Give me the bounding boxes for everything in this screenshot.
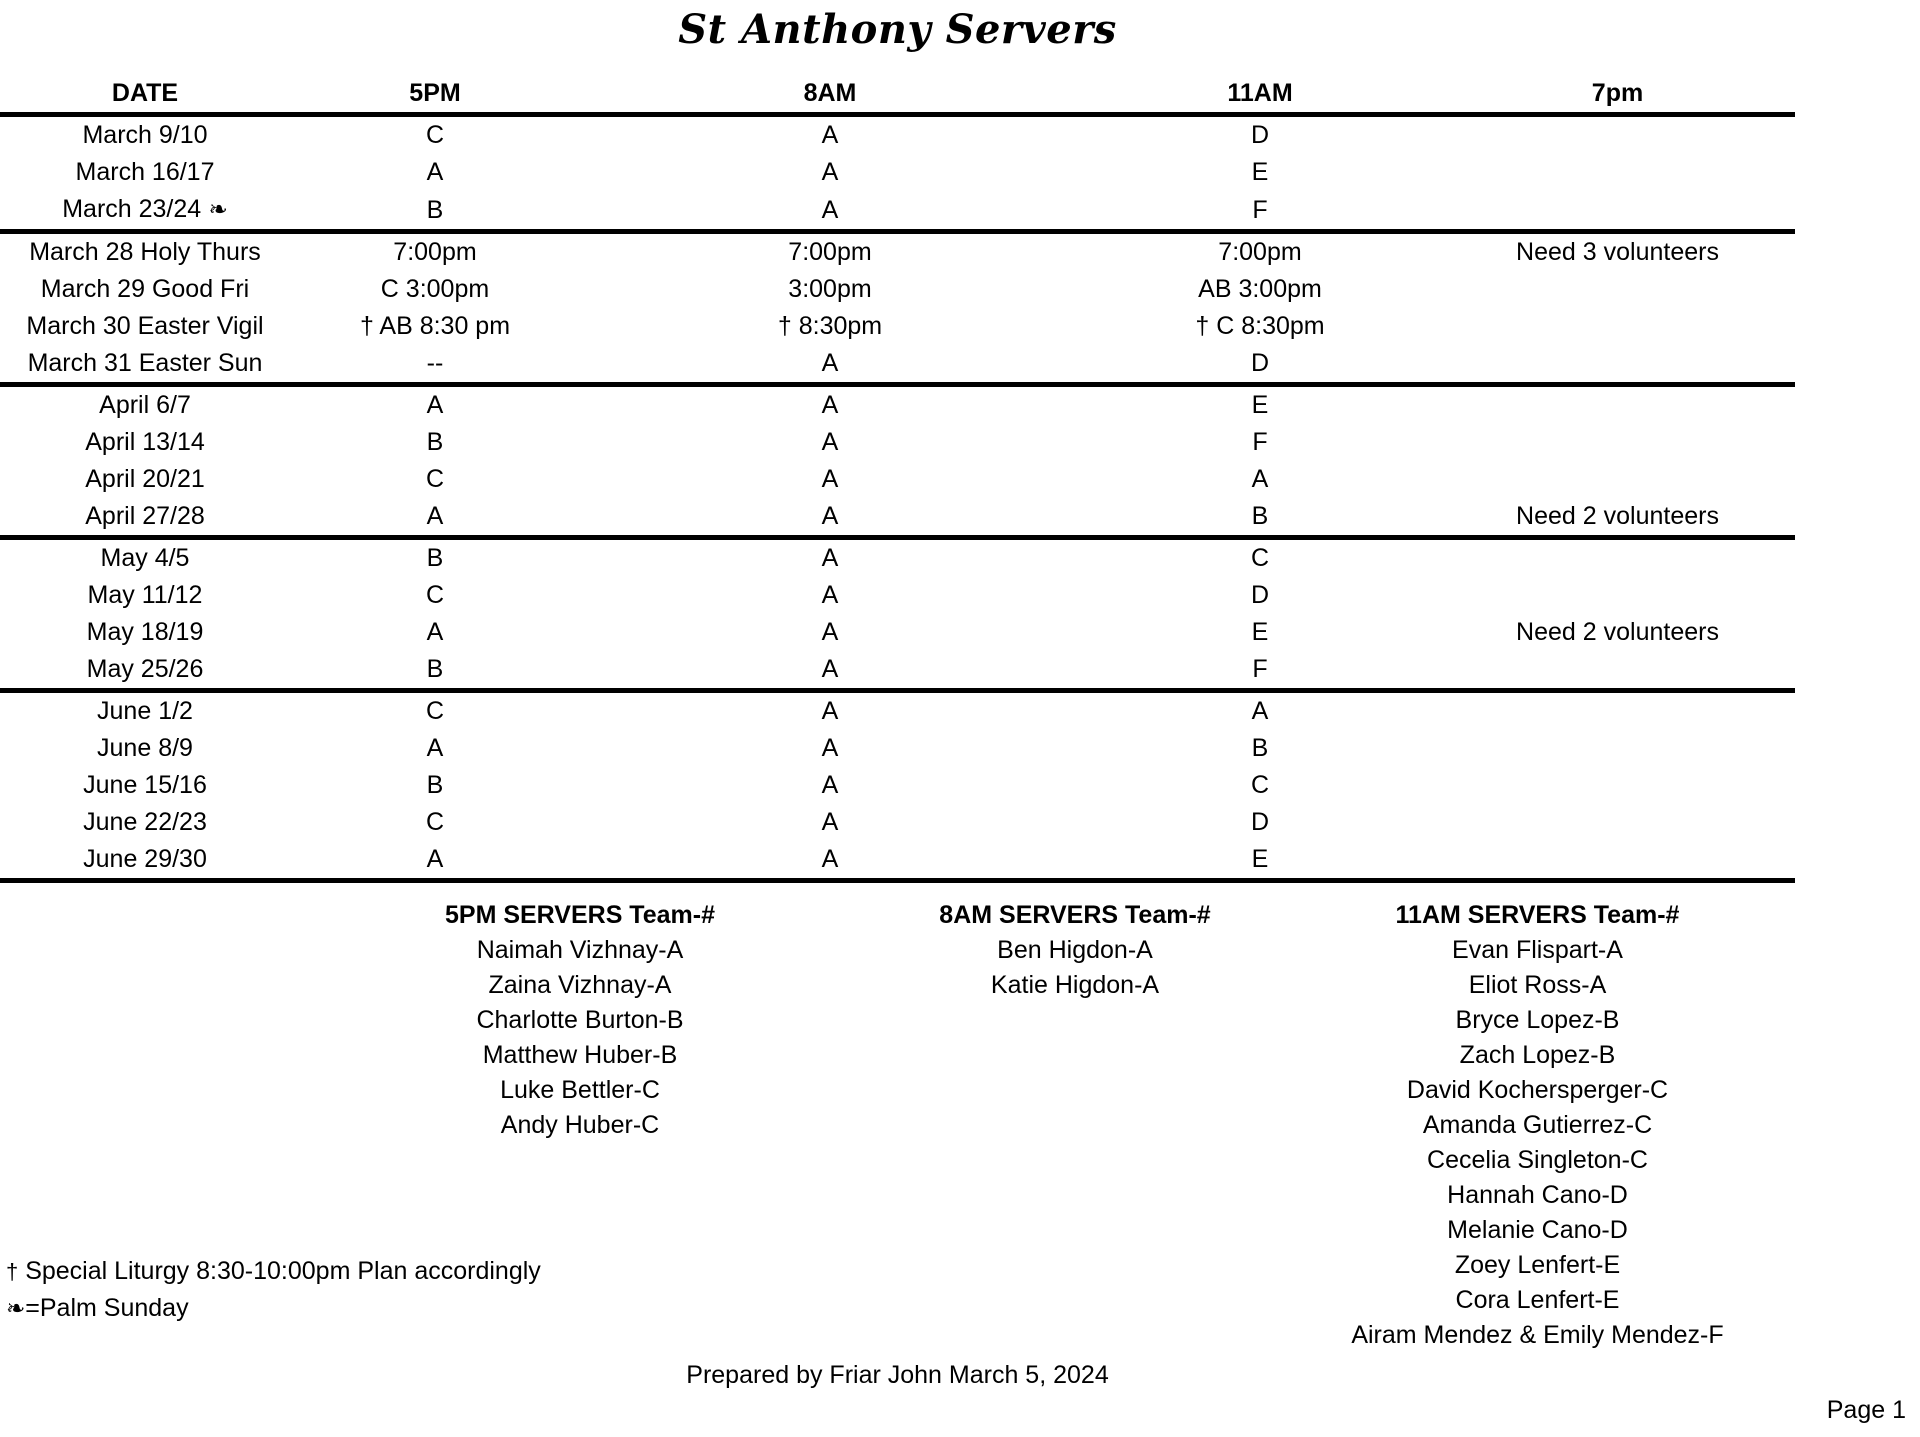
- cell-5pm: B: [426, 771, 444, 799]
- cell-5pm: --: [290, 345, 580, 385]
- team-member-name: Cora Lenfert-E: [1455, 1286, 1620, 1314]
- cell-5pm: B: [290, 191, 580, 232]
- cell-date: March 9/10: [82, 121, 208, 149]
- cell-8am: A: [580, 345, 1080, 385]
- cell-7pm: [1440, 271, 1795, 308]
- cell-11am: F: [1080, 191, 1440, 232]
- cell-date: May 25/26: [0, 651, 290, 691]
- cell-8am: A: [821, 391, 839, 419]
- team-member-name: Charlotte Burton-B: [476, 1006, 684, 1034]
- cell-7pm: [1440, 461, 1795, 498]
- team-member-name: Zach Lopez-B: [1459, 1041, 1616, 1069]
- table-row: [0, 115, 1795, 155]
- table-row: [0, 232, 1795, 272]
- team-member-name: Andy Huber-C: [500, 1111, 660, 1139]
- team-member-name: David Kochersperger-C: [1406, 1076, 1669, 1104]
- column-header-7pm: 7pm: [1440, 78, 1795, 115]
- cell-5pm: B: [426, 428, 444, 456]
- cell-date: March 30 Easter Vigil: [26, 312, 264, 340]
- team-member-name: Katie Higdon-A: [990, 971, 1160, 999]
- cell-7pm: [1440, 730, 1795, 767]
- cell-5pm: A: [290, 841, 580, 881]
- team-member-name: Cecelia Singleton-C: [1427, 1146, 1648, 1174]
- cell-11am: E: [1251, 158, 1269, 186]
- cell-8am: A: [580, 841, 1080, 881]
- cell-5pm: C: [425, 581, 445, 609]
- cell-7pm: [1440, 154, 1795, 191]
- cell-7pm: [1440, 651, 1795, 691]
- table-body: [0, 115, 1795, 881]
- team-member-name: Evan Flispart-A: [1452, 936, 1623, 964]
- table-row: [0, 191, 1795, 232]
- cell-11am: 7:00pm: [1218, 238, 1302, 266]
- cell-5pm: B: [426, 544, 444, 572]
- cell-7pm: Need 2 volunteers: [1516, 618, 1719, 646]
- cell-11am: A: [1251, 465, 1269, 493]
- footnote-special-liturgy: [6, 1253, 541, 1290]
- team-member-name: Luke Bettler-C: [500, 1076, 660, 1104]
- cell-11am: † C 8:30pm: [1195, 312, 1325, 340]
- header-row: [0, 78, 1795, 115]
- team-member-name: Zoey Lenfert-E: [1454, 1251, 1621, 1279]
- table-row: [0, 730, 1795, 767]
- cell-5pm: C: [425, 121, 445, 149]
- cell-5pm: A: [426, 391, 444, 419]
- team-member-name: Bryce Lopez-B: [1455, 1006, 1620, 1034]
- server-schedule-table: [0, 78, 1795, 883]
- cell-7pm: Need 3 volunteers: [1516, 238, 1719, 266]
- cell-11am: A: [1251, 697, 1269, 725]
- column-header-11am: 11AM: [1080, 78, 1440, 115]
- cell-8am: A: [821, 618, 839, 646]
- team-member-name: Matthew Huber-B: [482, 1041, 678, 1069]
- table-row: [0, 424, 1795, 461]
- team-member-name: Naimah Vizhnay-A: [476, 936, 684, 964]
- cell-7pm: [1440, 385, 1795, 425]
- footnotes: [6, 1253, 541, 1328]
- team-member-name: Airam Mendez & Emily Mendez-F: [1351, 1321, 1724, 1349]
- table-row: [0, 385, 1795, 425]
- column-header-8am: 8AM: [580, 78, 1080, 115]
- cell-7pm: [1440, 804, 1795, 841]
- footnote-palm-sunday: [6, 1290, 541, 1328]
- cell-11am: F: [1080, 651, 1440, 691]
- cell-8am: A: [821, 697, 839, 725]
- cell-11am: E: [1080, 841, 1440, 881]
- cell-5pm: C: [425, 697, 445, 725]
- table-row: [0, 577, 1795, 614]
- cell-5pm: A: [426, 618, 444, 646]
- cell-5pm: † AB 8:30 pm: [359, 312, 511, 340]
- cell-date: April 20/21: [85, 465, 205, 493]
- team-member-list-8am: [870, 933, 1280, 1353]
- cell-date: June 22/23: [83, 808, 207, 836]
- cell-date: March 23/24 ❧: [0, 191, 290, 232]
- cell-7pm: [1440, 191, 1795, 232]
- prepared-by-note: Prepared by Friar John March 5, 2024: [686, 1361, 1109, 1389]
- cell-11am: B: [1251, 734, 1269, 762]
- cell-8am: A: [821, 771, 839, 799]
- table-row: [0, 691, 1795, 731]
- table-row: [0, 345, 1795, 385]
- cell-7pm: [1440, 538, 1795, 578]
- cell-date: June 1/2: [97, 697, 193, 725]
- cell-8am: 3:00pm: [788, 275, 872, 303]
- table-row: [0, 651, 1795, 691]
- cell-date: March 29 Good Fri: [40, 275, 250, 303]
- table-row: [0, 271, 1795, 308]
- cell-8am: 7:00pm: [788, 238, 872, 266]
- palm-sunday-icon: ❧: [6, 1296, 26, 1322]
- table-row: [0, 461, 1795, 498]
- table-row: [0, 767, 1795, 804]
- cell-date: June 15/16: [83, 771, 207, 799]
- cell-8am: A: [821, 581, 839, 609]
- cell-8am: A: [821, 465, 839, 493]
- cell-5pm: C 3:00pm: [380, 275, 490, 303]
- table-row: [0, 154, 1795, 191]
- page-title: St Anthony Servers: [678, 6, 1117, 53]
- column-header-5pm: 5PM: [290, 78, 580, 115]
- cell-7pm: [1440, 424, 1795, 461]
- team-heading-5pm: 5PM SERVERS Team-#: [444, 901, 715, 929]
- cell-date: May 4/5: [100, 544, 190, 572]
- team-member-name: Ben Higdon-A: [997, 936, 1153, 964]
- cell-5pm: A: [290, 498, 580, 538]
- cell-5pm: A: [426, 734, 444, 762]
- cell-5pm: 7:00pm: [393, 238, 477, 266]
- column-header-date: DATE: [0, 78, 290, 115]
- team-member-name: Zaina Vizhnay-A: [488, 971, 672, 999]
- cell-7pm: [1440, 115, 1795, 155]
- cell-11am: C: [1250, 771, 1270, 799]
- cell-8am: A: [580, 651, 1080, 691]
- cell-date: June 8/9: [97, 734, 193, 762]
- palm-sunday-icon: ❧: [201, 197, 228, 223]
- cell-8am: A: [821, 121, 839, 149]
- cell-11am: AB 3:00pm: [1198, 275, 1322, 303]
- cell-11am: B: [1080, 498, 1440, 538]
- team-member-name: Melanie Cano-D: [1447, 1216, 1628, 1244]
- table-row: [0, 841, 1795, 881]
- cell-date: May 11/12: [87, 581, 203, 609]
- cell-11am: D: [1250, 808, 1270, 836]
- table-row: [0, 498, 1795, 538]
- table-row: [0, 804, 1795, 841]
- cell-7pm: [1440, 841, 1795, 881]
- team-member-name: Eliot Ross-A: [1468, 971, 1607, 999]
- cell-8am: A: [821, 428, 839, 456]
- cell-11am: D: [1080, 345, 1440, 385]
- cell-date: June 29/30: [0, 841, 290, 881]
- footnote-special-liturgy-text: Special Liturgy 8:30-10:00pm Plan accordingly: [18, 1257, 541, 1285]
- cell-7pm: [1440, 577, 1795, 614]
- cell-date: April 27/28: [0, 498, 290, 538]
- cell-date: April 6/7: [99, 391, 191, 419]
- cell-8am: A: [821, 808, 839, 836]
- cell-5pm: C: [425, 808, 445, 836]
- cell-date: March 31 Easter Sun: [0, 345, 290, 385]
- page-number: Page 1: [1826, 1396, 1906, 1424]
- team-headings-row: [0, 898, 1795, 933]
- cell-8am: A: [580, 498, 1080, 538]
- table-row: [0, 614, 1795, 651]
- cell-11am: F: [1252, 428, 1268, 456]
- cell-7pm: [1440, 691, 1795, 731]
- cell-8am: A: [821, 734, 839, 762]
- team-member-name: Amanda Gutierrez-C: [1422, 1111, 1653, 1139]
- cell-11am: E: [1251, 391, 1269, 419]
- team-heading-11am: 11AM SERVERS Team-#: [1395, 901, 1680, 929]
- cell-7pm: Need 2 volunteers: [1440, 498, 1795, 538]
- cell-11am: C: [1250, 544, 1270, 572]
- cell-8am: † 8:30pm: [777, 312, 883, 340]
- cell-7pm: [1440, 767, 1795, 804]
- dagger-icon: †: [6, 1259, 19, 1284]
- cell-8am: A: [580, 191, 1080, 232]
- cell-7pm: [1440, 308, 1795, 345]
- cell-5pm: C: [425, 465, 445, 493]
- footnote-palm-sunday-text: =Palm Sunday: [25, 1294, 189, 1322]
- table-row: [0, 308, 1795, 345]
- cell-5pm: A: [426, 158, 444, 186]
- cell-11am: D: [1250, 581, 1270, 609]
- team-member-name: Hannah Cano-D: [1447, 1181, 1628, 1209]
- table-row: [0, 538, 1795, 578]
- cell-5pm: B: [290, 651, 580, 691]
- cell-date: March 28 Holy Thurs: [29, 238, 261, 266]
- team-heading-8am: 8AM SERVERS Team-#: [939, 901, 1211, 929]
- cell-7pm: [1440, 345, 1795, 385]
- table-header: [0, 78, 1795, 115]
- cell-8am: A: [821, 158, 839, 186]
- cell-8am: A: [821, 544, 839, 572]
- cell-11am: E: [1251, 618, 1269, 646]
- cell-date: March 16/17: [75, 158, 215, 186]
- cell-date: May 18/19: [86, 618, 204, 646]
- cell-date: April 13/14: [85, 428, 205, 456]
- cell-11am: D: [1250, 121, 1270, 149]
- team-member-list-11am: [1280, 933, 1795, 1353]
